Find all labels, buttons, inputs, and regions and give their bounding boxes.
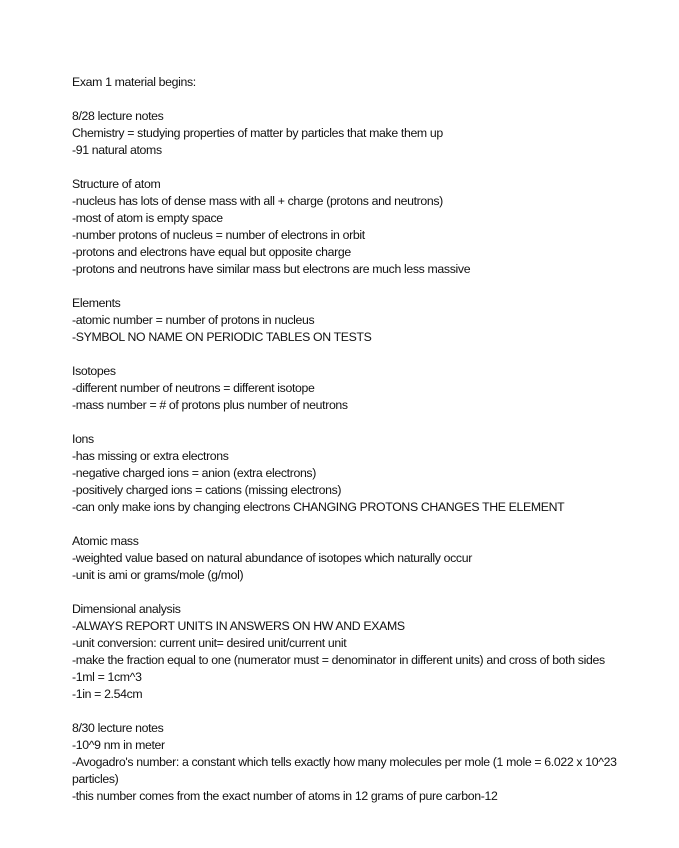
note-line: -10^9 nm in meter (72, 738, 165, 752)
note-line: -protons and neutrons have similar mass but electrons are much less massive (72, 262, 471, 276)
note-line: -different number of neutrons = different isotope (72, 381, 315, 395)
section-heading: Atomic mass (72, 534, 139, 548)
note-line: -mass number = # of protons plus number of neutrons (72, 398, 348, 412)
blank-line (72, 414, 617, 431)
blank-line (72, 703, 617, 720)
note-line: -91 natural atoms (72, 143, 162, 157)
section-heading: Elements (72, 296, 121, 310)
note-line: -unit is ami or grams/mole (g/mol) (72, 568, 244, 582)
note-line: -ALWAYS REPORT UNITS IN ANSWERS ON HW AND EXAMS (72, 619, 405, 633)
note-line: -most of atom is empty space (72, 211, 223, 225)
section-heading: 8/28 lecture notes (72, 109, 164, 123)
blank-line (72, 346, 617, 363)
note-line: -protons and electrons have equal but opposite charge (72, 245, 351, 259)
note-line: -weighted value based on natural abundance of isotopes which naturally occur (72, 551, 472, 565)
note-line: -nucleus has lots of dense mass with all + charge (protons and neutrons) (72, 194, 443, 208)
note-line: -Avogadro's number: a constant which tells exactly how many molecules per mole (1 mole = 6.022 x 10^23 particles) (72, 755, 617, 786)
document-body (72, 74, 617, 805)
note-line: -1ml = 1cm^3 (72, 670, 142, 684)
note-line: -number protons of nucleus = number of electrons in orbit (72, 228, 365, 242)
blank-line (72, 516, 617, 533)
section-heading: Isotopes (72, 364, 116, 378)
note-line: -unit conversion: current unit= desired unit/current unit (72, 636, 347, 650)
section-heading: Structure of atom (72, 177, 161, 191)
note-line: -negative charged ions = anion (extra electrons) (72, 466, 316, 480)
blank-line (72, 159, 617, 176)
note-line: Chemistry = studying properties of matter by particles that make them up (72, 126, 443, 140)
note-line: -make the fraction equal to one (numerator must = denominator in different units) and cross of both sides (72, 653, 605, 667)
note-line: -has missing or extra electrons (72, 449, 229, 463)
note-line: -positively charged ions = cations (missing electrons) (72, 483, 342, 497)
blank-line (72, 91, 617, 108)
section-heading: Dimensional analysis (72, 602, 181, 616)
intro-line: Exam 1 material begins: (72, 75, 196, 89)
note-line: -1in = 2.54cm (72, 687, 143, 701)
note-line: -can only make ions by changing electrons CHANGING PROTONS CHANGES THE ELEMENT (72, 500, 565, 514)
note-line: -SYMBOL NO NAME ON PERIODIC TABLES ON TESTS (72, 330, 372, 344)
section-heading: Ions (72, 432, 94, 446)
blank-line (72, 278, 617, 295)
note-line: -this number comes from the exact number of atoms in 12 grams of pure carbon-12 (72, 789, 498, 803)
section-heading: 8/30 lecture notes (72, 721, 164, 735)
note-line: -atomic number = number of protons in nucleus (72, 313, 315, 327)
blank-line (72, 584, 617, 601)
